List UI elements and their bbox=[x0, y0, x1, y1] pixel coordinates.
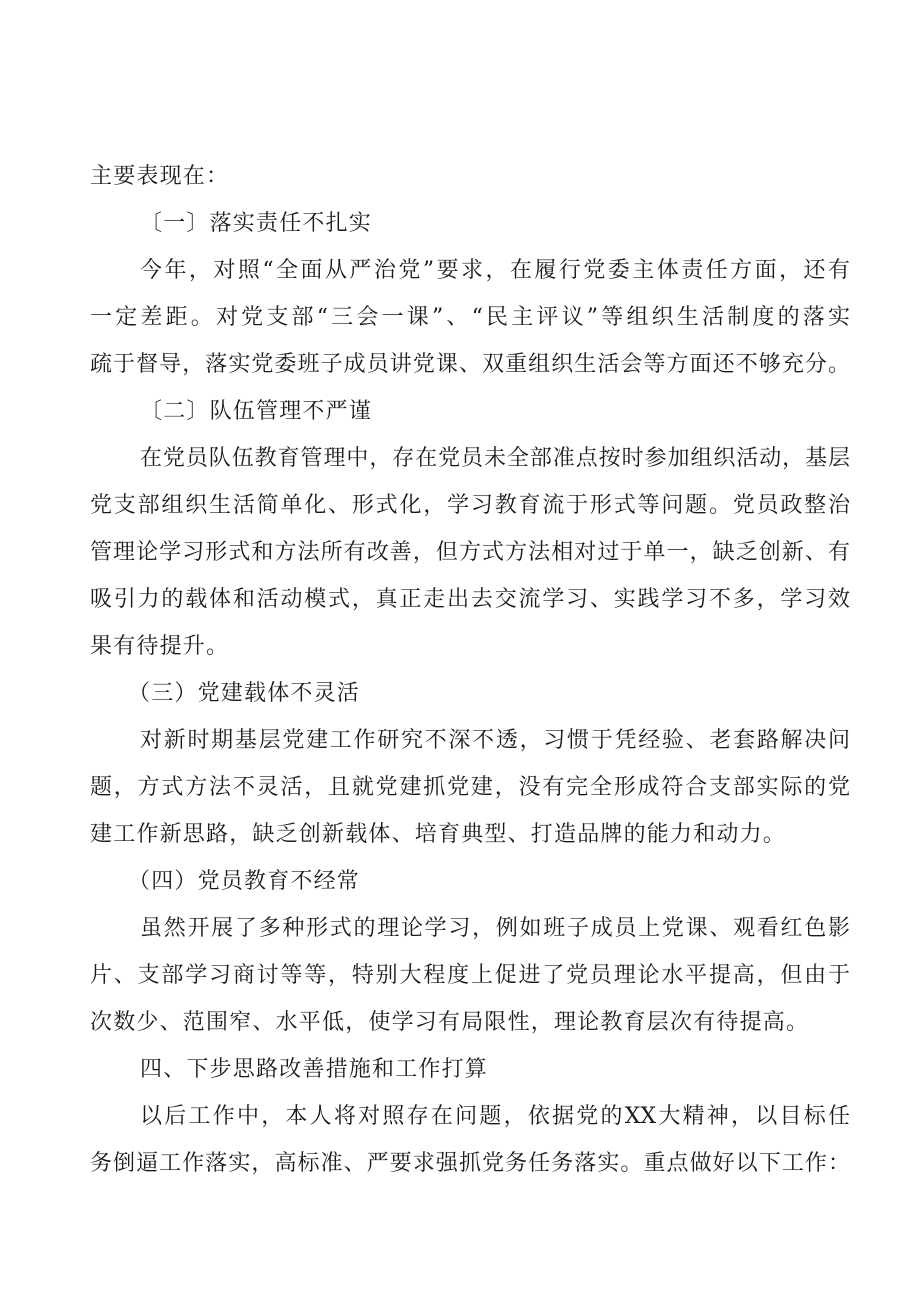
document-body bbox=[90, 153, 850, 1187]
paragraph-4-line-2: 片、支部学习商讨等等，特别大程度上促进了党员理论水平提高，但由于 bbox=[90, 963, 850, 988]
paragraph-3-line-3: 建工作新思路，缺乏创新载体、培育典型、打造品牌的能力和动力。 bbox=[90, 822, 787, 847]
text-line-intro: 主要表现在： bbox=[90, 164, 230, 189]
section-heading-4: （四）党员教育不经常 bbox=[128, 869, 361, 894]
paragraph-4-line-1: 虽然开展了多种形式的理论学习，例如班子成员上党课、观看红色影 bbox=[140, 916, 850, 941]
section-heading-1: 〔一〕落实责任不扎实 bbox=[140, 211, 373, 236]
paragraph-3-line-2: 题，方式方法不灵活，且就党建抓党建，没有完全形成符合支部实际的党 bbox=[90, 775, 850, 800]
paragraph-5-line-2: 务倒逼工作落实，高标准、严要求强抓党务任务落实。重点做好以下工作： bbox=[90, 1151, 850, 1176]
paragraph-5-line-1: 以后工作中，本人将对照存在问题，依据党的XX大精神，以目标任 bbox=[140, 1104, 850, 1129]
paragraph-4-line-3: 次数少、范围窄、水平低，使学习有局限性，理论教育层次有待提高。 bbox=[90, 1010, 810, 1035]
paragraph-2-line-4: 吸引力的载体和活动模式，真正走出去交流学习、实践学习不多，学习效 bbox=[90, 587, 850, 612]
chapter-heading-4: 四、下步思路改善措施和工作打算 bbox=[140, 1057, 489, 1082]
paragraph-1-line-2: 一定差距。对党支部“三会一课”、“民主评议”等组织生活制度的落实 bbox=[90, 305, 850, 330]
paragraph-2-line-5: 果有待提升。 bbox=[90, 634, 230, 659]
paragraph-3-line-1: 对新时期基层党建工作研究不深不透，习惯于凭经验、老套路解决问 bbox=[140, 728, 850, 753]
section-heading-2: 〔二〕队伍管理不严谨 bbox=[140, 399, 373, 424]
paragraph-1-line-3: 疏于督导，落实党委班子成员讲党课、双重组织生活会等方面还不够充分。 bbox=[90, 352, 850, 377]
paragraph-1-line-1: 今年，对照“全面从严治党”要求，在履行党委主体责任方面，还有 bbox=[140, 258, 850, 283]
paragraph-2-line-3: 管理论学习形式和方法所有改善，但方式方法相对过于单一，缺乏创新、有 bbox=[90, 540, 850, 565]
section-heading-3: （三）党建载体不灵活 bbox=[128, 681, 361, 706]
paragraph-2-line-1: 在党员队伍教育管理中，存在党员未全部准点按时参加组织活动，基层 bbox=[140, 446, 850, 471]
paragraph-2-line-2: 党支部组织生活简单化、形式化，学习教育流于形式等问题。党员政整治 bbox=[90, 493, 850, 518]
